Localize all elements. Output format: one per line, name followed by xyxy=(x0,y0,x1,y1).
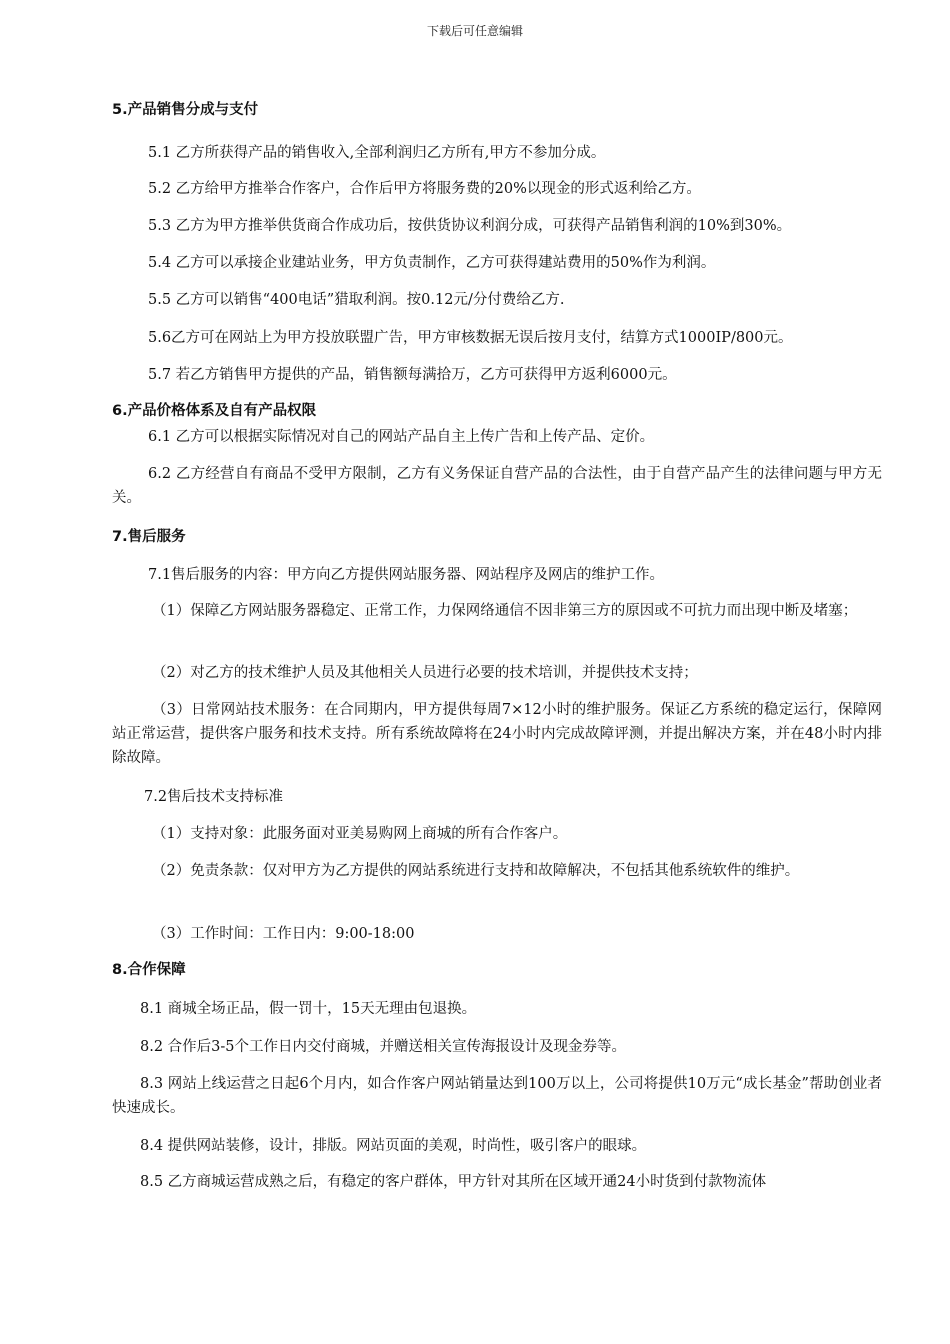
clause-5-3: 5.3 乙方为甲方推举供货商合作成功后，按供货协议利润分成，可获得产品销售利润的10%到30%。 xyxy=(148,218,792,234)
clause-5-1: 5.1 乙方所获得产品的销售收入,全部利润归乙方所有,甲方不参加分成。 xyxy=(148,145,606,161)
section-title: 5.产品销售分成与支付 xyxy=(112,102,259,118)
clause-7-2-item-3: （3）工作时间：工作日内：9:00-18:00 xyxy=(152,926,415,942)
clause-7-2-item-1: （1）支持对象：此服务面对亚美易购网上商城的所有合作客户。 xyxy=(152,826,568,842)
clause-7-2-item-2: （2）免责条款：仅对甲方为乙方提供的网站系统进行支持和故障解决，不包括其他系统软件的维护。 xyxy=(152,863,800,879)
clause-5-7: 5.7 若乙方销售甲方提供的产品，销售额每满拾万，乙方可获得甲方返利6000元。 xyxy=(148,367,677,383)
clause-6-2: 6.2 乙方经营自有商品不受甲方限制，乙方有义务保证自营产品的合法性，由于自营产品产生的法律问题与甲方无关。 xyxy=(112,466,882,506)
section-5 xyxy=(112,98,882,122)
clause-5-5: 5.5 乙方可以销售“400电话”猎取利润。按0.12元/分付费给乙方. xyxy=(148,292,565,308)
clause-8-5: 8.5 乙方商城运营成熟之后，有稳定的客户群体，甲方针对其所在区域开通24小时货到付款物流体 xyxy=(140,1174,767,1190)
clause-6-1: 6.1 乙方可以根据实际情况对自己的网站产品自主上传广告和上传产品、定价。 xyxy=(148,429,655,445)
clause-7-1: 7.1售后服务的内容：甲方向乙方提供网站服务器、网站程序及网店的维护工作。 xyxy=(148,567,665,583)
clause-5-6: 5.6乙方可在网站上为甲方投放联盟广告，甲方审核数据无误后按月支付，结算方式1000IP/800元。 xyxy=(148,330,793,346)
clause-7-2: 7.2售后技术支持标准 xyxy=(144,789,284,805)
section-title: 8.合作保障 xyxy=(112,962,186,978)
clause-7-1-item-3: （3）日常网站技术服务：在合同期内，甲方提供每周7×12小时的维护服务。保证乙方系统的稳定运行，保障网站正常运营，提供客户服务和技术支持。所有系统故障将在24小时内完成故障评测，并提出解决方案，并在48小时内排除故障。 xyxy=(112,702,882,766)
clause-8-2: 8.2 合作后3-5个工作日内交付商城，并赠送相关宣传海报设计及现金券等。 xyxy=(140,1039,627,1055)
clause-8-1: 8.1 商城全场正品，假一罚十，15天无理由包退换。 xyxy=(140,1001,477,1017)
clause-8-3: 8.3 网站上线运营之日起6个月内，如合作客户网站销量达到100万以上，公司将提供10万元“成长基金”帮助创业者快速成长。 xyxy=(112,1076,882,1116)
clause-8-4: 8.4 提供网站装修，设计，排版。网站页面的美观，时尚性，吸引客户的眼球。 xyxy=(140,1138,647,1154)
page-header: 下载后可任意编辑 xyxy=(426,24,523,38)
section-title: 6.产品价格体系及自有产品权限 xyxy=(112,403,317,419)
clause-5-4: 5.4 乙方可以承接企业建站业务，甲方负责制作，乙方可获得建站费用的50%作为利润。 xyxy=(148,255,716,271)
clause-5-2: 5.2 乙方给甲方推举合作客户，合作后甲方将服务费的20%以现金的形式返利给乙方。 xyxy=(148,181,701,197)
clause-7-1-item-2: （2）对乙方的技术维护人员及其他相关人员进行必要的技术培训，并提供技术支持； xyxy=(152,665,698,681)
section-title: 7.售后服务 xyxy=(112,529,186,545)
clause-7-1-item-1: （1）保障乙方网站服务器稳定、正常工作，力保网络通信不因非第三方的原因或不可抗力而出现中断及堵塞； xyxy=(152,603,858,619)
